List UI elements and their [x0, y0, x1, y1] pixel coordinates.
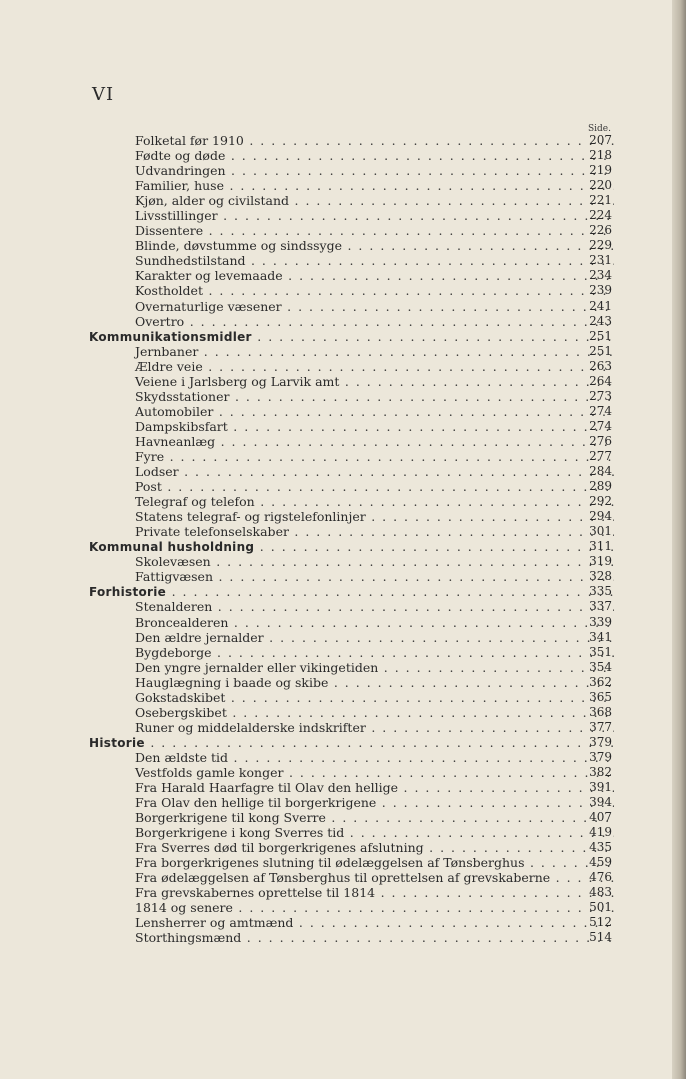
- toc-title-text: Kjøn, alder og civilstand: [135, 193, 290, 209]
- toc-entry: [0, 930, 686, 945]
- toc-entry: [0, 524, 686, 539]
- toc-page-number: 284: [589, 464, 612, 479]
- toc-page-number: 319: [589, 554, 612, 569]
- toc-entry: [0, 810, 686, 825]
- toc-title-text: Fra Sverres død til borgerkrigenes afslutning: [135, 840, 424, 856]
- toc-title-text: Historie: [89, 735, 145, 750]
- toc-title: [0, 449, 614, 464]
- toc-page-number: 231: [589, 253, 612, 268]
- toc-title: [0, 329, 614, 345]
- toc-entry: [0, 238, 686, 253]
- toc-title: [0, 599, 614, 614]
- page-number: VI: [92, 84, 115, 105]
- toc-title-text: Blinde, døvstumme og sindssyge: [135, 238, 342, 254]
- toc-title-text: Ældre veie: [135, 358, 203, 374]
- toc-entry: [0, 645, 686, 660]
- toc-section: [0, 584, 686, 599]
- toc-page-number: 221: [589, 193, 612, 208]
- toc-title: [0, 554, 614, 569]
- toc-title-text: Overnaturlige væsener: [135, 298, 282, 314]
- toc-entry: [0, 795, 686, 810]
- toc-title-text: Borgerkrigene til kong Sverre: [135, 810, 326, 826]
- toc-title: [0, 389, 614, 404]
- toc-page-number: 407: [589, 810, 612, 825]
- toc-entry: [0, 419, 686, 434]
- toc-title: [0, 314, 614, 329]
- toc-title-text: Telegraf og telefon: [135, 494, 255, 510]
- toc-title-text: Fra borgerkrigenes slutning til ødelæggelsen af Tønsberghus: [135, 855, 525, 871]
- toc-title-text: Den ældre jernalder: [135, 629, 264, 645]
- toc-title: [0, 900, 614, 915]
- toc-page-number: 368: [589, 704, 612, 719]
- toc-title-text: Familier, huse: [135, 178, 224, 194]
- toc-title: [0, 870, 614, 885]
- toc-entry: [0, 163, 686, 178]
- toc-title: [0, 569, 614, 584]
- toc-title-text: Storthingsmænd: [135, 930, 242, 946]
- toc-title-text: Udvandringen: [135, 163, 226, 179]
- toc-page-number: 234: [589, 268, 612, 283]
- toc-title-text: Statens telegraf- og rigstelefonlinjer: [135, 509, 366, 525]
- toc-page-number: 219: [589, 163, 612, 178]
- toc-title-text: Osebergskibet: [135, 704, 227, 720]
- toc-section: [0, 329, 686, 344]
- toc-title: [0, 630, 614, 645]
- toc-entry: [0, 750, 686, 765]
- toc-page-number: 419: [589, 825, 612, 840]
- toc-title-text: Forhistorie: [89, 585, 167, 600]
- toc-title: [0, 404, 614, 419]
- toc-title-text: Fattigvæsen: [135, 569, 213, 585]
- toc-title-text: Post: [135, 479, 162, 495]
- toc-title-text: Lensherrer og amtmænd: [135, 915, 294, 931]
- toc-page-number: 263: [589, 358, 612, 373]
- toc-entry: [0, 133, 686, 148]
- toc-page-number: 483: [589, 885, 612, 900]
- toc-page-number: 229: [589, 238, 612, 253]
- toc-entry: [0, 825, 686, 840]
- toc-section: [0, 539, 686, 554]
- toc-entry: [0, 509, 686, 524]
- toc-title: [0, 705, 614, 720]
- toc-title-text: Skydsstationer: [135, 388, 230, 404]
- toc-page-number: 241: [589, 298, 612, 313]
- toc-entry: [0, 720, 686, 735]
- toc-title: [0, 494, 614, 509]
- toc-entry: [0, 675, 686, 690]
- toc-entry: [0, 840, 686, 855]
- toc-entry: [0, 178, 686, 193]
- toc-page-number: 335: [589, 584, 612, 599]
- toc-page-number: 311: [589, 539, 612, 554]
- toc-entry: [0, 268, 686, 283]
- toc-title-text: Veiene i Jarlsberg og Larvik amt: [135, 373, 340, 389]
- toc-entry: [0, 344, 686, 359]
- toc-title-text: Overtro: [135, 313, 185, 329]
- toc-entry: [0, 690, 686, 705]
- toc-title-text: Borgerkrigene i kong Sverres tid: [135, 825, 345, 841]
- toc-entry: [0, 299, 686, 314]
- toc-page-number: 220: [589, 178, 612, 193]
- toc-title-text: Karakter og levemaade: [135, 268, 283, 284]
- column-label: Side.: [588, 124, 611, 134]
- toc-title-text: Jernbaner: [135, 343, 199, 359]
- toc-title-text: Runer og middelalderske indskrifter: [135, 719, 366, 735]
- toc-title-text: Kommunal husholdning: [89, 540, 255, 555]
- toc-entry: [0, 630, 686, 645]
- toc-entry: [0, 434, 686, 449]
- toc-entry: [0, 193, 686, 208]
- toc-page-number: 276: [589, 433, 612, 448]
- toc-entry: [0, 479, 686, 494]
- toc-page-number: 218: [589, 148, 612, 163]
- toc-title-text: Private telefonselskaber: [135, 524, 289, 540]
- toc-title: [0, 253, 614, 268]
- toc-entry: [0, 765, 686, 780]
- table-of-contents: [0, 133, 686, 946]
- toc-title-text: Automobiler: [135, 403, 214, 419]
- toc-page-number: 289: [589, 479, 612, 494]
- toc-title-text: Folketal før 1910: [135, 133, 244, 148]
- toc-page-number: 377: [589, 719, 612, 734]
- toc-title: [0, 855, 614, 870]
- toc-title: [0, 374, 614, 389]
- toc-title: [0, 750, 614, 765]
- toc-entry: [0, 283, 686, 298]
- toc-entry: [0, 554, 686, 569]
- toc-page-number: 512: [589, 915, 612, 930]
- toc-page-number: 459: [589, 855, 612, 870]
- toc-page-number: 243: [589, 313, 612, 328]
- toc-title-text: Kommunikationsmidler: [89, 329, 252, 344]
- toc-title: [0, 148, 614, 163]
- toc-title: [0, 810, 614, 825]
- toc-title-text: Sundhedstilstand: [135, 253, 246, 269]
- toc-title: [0, 780, 614, 795]
- toc-title: [0, 539, 614, 555]
- toc-entry: [0, 660, 686, 675]
- toc-page-number: 207: [589, 133, 612, 147]
- toc-page-number: 435: [589, 840, 612, 855]
- toc-page-number: 476: [589, 870, 612, 885]
- toc-title: [0, 660, 614, 675]
- toc-page-number: 274: [589, 418, 612, 433]
- toc-page-number: 341: [589, 629, 612, 644]
- toc-page-number: 337: [589, 599, 612, 614]
- toc-title: [0, 464, 614, 479]
- toc-entry: [0, 359, 686, 374]
- toc-title-text: Hauglægning i baade og skibe: [135, 674, 329, 690]
- toc-page-number: 251: [589, 328, 612, 343]
- toc-entry: [0, 374, 686, 389]
- toc-entry: [0, 253, 686, 268]
- toc-title: [0, 238, 614, 253]
- toc-title-text: Bygdeborge: [135, 644, 212, 660]
- toc-page-number: 273: [589, 388, 612, 403]
- toc-page-number: 379: [589, 749, 612, 764]
- toc-title: [0, 193, 614, 208]
- toc-page-number: 264: [589, 373, 612, 388]
- toc-title: [0, 930, 614, 945]
- toc-entry: [0, 223, 686, 238]
- toc-entry: [0, 599, 686, 614]
- toc-title-text: Dissentere: [135, 223, 204, 239]
- toc-title-text: Fødte og døde: [135, 148, 226, 164]
- toc-title-text: Livsstillinger: [135, 208, 218, 224]
- toc-title-text: Stenalderen: [135, 599, 213, 615]
- toc-title: [0, 584, 614, 600]
- toc-title: [0, 479, 614, 494]
- toc-title-text: Lodser: [135, 464, 179, 480]
- toc-page-number: 292: [589, 494, 612, 509]
- toc-title-text: 1814 og senere: [135, 900, 233, 916]
- toc-title-text: Dampskibsfart: [135, 418, 228, 434]
- toc-title: [0, 283, 614, 298]
- toc-title: [0, 419, 614, 434]
- toc-entry: [0, 900, 686, 915]
- toc-title: [0, 359, 614, 374]
- toc-page-number: 251: [589, 343, 612, 358]
- toc-page-number: 239: [589, 283, 612, 298]
- toc-title: [0, 509, 614, 524]
- toc-page-number: 379: [589, 734, 612, 749]
- toc-page-number: 301: [589, 524, 612, 539]
- toc-entry: [0, 615, 686, 630]
- toc-title: [0, 690, 614, 705]
- toc-entry: [0, 855, 686, 870]
- toc-entry: [0, 464, 686, 479]
- toc-page-number: 328: [589, 569, 612, 584]
- toc-title-text: Broncealderen: [135, 614, 229, 630]
- toc-entry: [0, 915, 686, 930]
- toc-title: [0, 223, 614, 238]
- toc-title-text: Fra Harald Haarfagre til Olav den hellige: [135, 780, 399, 796]
- toc-title: [0, 825, 614, 840]
- toc-entry: [0, 389, 686, 404]
- toc-page-number: 339: [589, 614, 612, 629]
- toc-page-number: 394: [589, 795, 612, 810]
- toc-title-text: Skolevæsen: [135, 554, 211, 570]
- toc-title-text: Kostholdet: [135, 283, 203, 299]
- toc-page-number: 294: [589, 509, 612, 524]
- toc-title: [0, 735, 614, 751]
- toc-title: [0, 840, 614, 855]
- toc-title: [0, 163, 614, 178]
- toc-title-text: Den yngre jernalder eller vikingetiden: [135, 659, 379, 675]
- toc-page-number: 226: [589, 223, 612, 238]
- toc-section: [0, 735, 686, 750]
- toc-page-number: 501: [589, 900, 612, 915]
- toc-title-text: Gokstadskibet: [135, 689, 226, 705]
- toc-entry: [0, 148, 686, 163]
- toc-page-number: 274: [589, 403, 612, 418]
- toc-page-number: 514: [589, 930, 612, 945]
- toc-title: [0, 268, 614, 283]
- toc-title: [0, 675, 614, 690]
- toc-title: [0, 133, 614, 148]
- toc-entry: [0, 449, 686, 464]
- toc-entry: [0, 314, 686, 329]
- toc-entry: [0, 870, 686, 885]
- toc-entry: [0, 780, 686, 795]
- toc-page-number: 382: [589, 764, 612, 779]
- toc-page-number: 354: [589, 659, 612, 674]
- toc-title: [0, 645, 614, 660]
- toc-title-text: Fyre: [135, 448, 165, 464]
- toc-title: [0, 720, 614, 735]
- toc-title: [0, 208, 614, 223]
- toc-page-number: 391: [589, 780, 612, 795]
- toc-entry: [0, 705, 686, 720]
- toc-entry: [0, 494, 686, 509]
- toc-entry: [0, 404, 686, 419]
- toc-title-text: Fra Olav den hellige til borgerkrigene: [135, 795, 377, 811]
- toc-entry: [0, 569, 686, 584]
- toc-title-text: Den ældste tid: [135, 749, 229, 765]
- toc-page-number: 362: [589, 674, 612, 689]
- toc-title: [0, 344, 614, 359]
- toc-title: [0, 765, 614, 780]
- toc-title-text: Vestfolds gamle konger: [135, 764, 284, 780]
- toc-title: [0, 795, 614, 810]
- toc-title: [0, 299, 614, 314]
- toc-page-number: 351: [589, 644, 612, 659]
- toc-entry: [0, 208, 686, 223]
- toc-title-text: Fra grevskabernes oprettelse til 1814: [135, 885, 376, 901]
- toc-title-text: Fra ødelæggelsen af Tønsberghus til oprettelsen af grevskaberne: [135, 870, 551, 886]
- toc-title-text: Havneanlæg: [135, 433, 216, 449]
- toc-page-number: 224: [589, 208, 612, 223]
- toc-title: [0, 915, 614, 930]
- toc-title: [0, 178, 614, 193]
- toc-title: [0, 615, 614, 630]
- toc-title: [0, 524, 614, 539]
- toc-title: [0, 434, 614, 449]
- toc-entry: [0, 885, 686, 900]
- toc-page-number: 277: [589, 448, 612, 463]
- toc-page-number: 365: [589, 689, 612, 704]
- toc-title: [0, 885, 614, 900]
